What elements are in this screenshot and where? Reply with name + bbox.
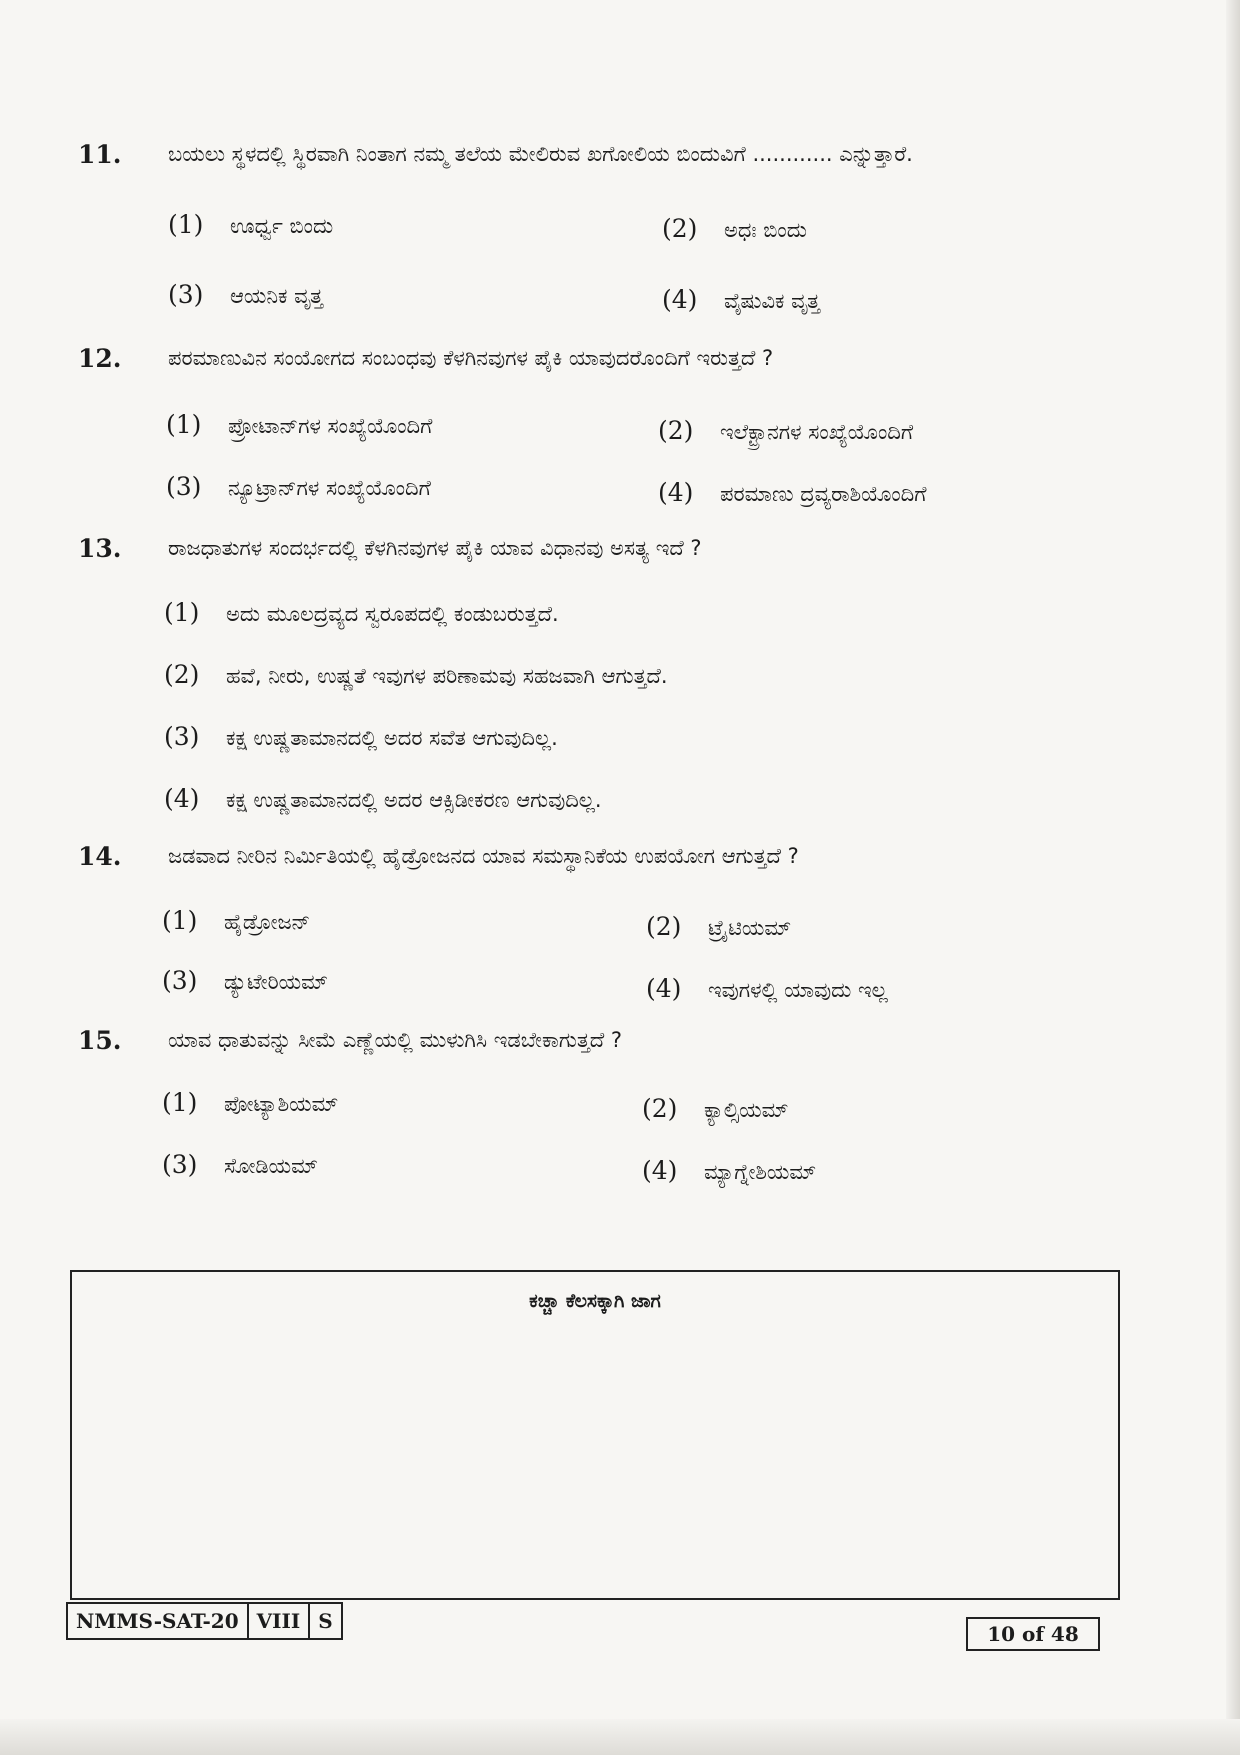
question-number: 11. [78, 140, 122, 169]
option-15-2 [642, 1094, 788, 1123]
question-12 [0, 344, 1240, 404]
option-text: ವೈಷುವಿಕ ವೃತ್ತ [724, 289, 820, 313]
question-text: ರಾಜಧಾತುಗಳ ಸಂದರ್ಭದಲ್ಲಿ ಕೆಳಗಿನವುಗಳ ಪೈಕಿ ಯಾವ ವಿಧಾನವು ಅಸತ್ಯ ಇದೆ ? [168, 536, 702, 560]
option-text: ಹವೆ, ನೀರು, ಉಷ್ಣತೆ ಇವುಗಳ ಪರಿಣಾಮವು ಸಹಜವಾಗಿ ಆಗುತ್ತದೆ. [226, 664, 668, 688]
option-number: (1) [162, 1088, 198, 1117]
option-number: (2) [646, 912, 682, 941]
option-text: ಆಯನಿಕ ವೃತ್ತ [230, 284, 324, 308]
option-13-3 [164, 722, 558, 751]
option-14-1 [162, 906, 310, 935]
question-text: ಪರಮಾಣುವಿನ ಸಂಯೋಗದ ಸಂಬಂಧವು ಕೆಳಗಿನವುಗಳ ಪೈಕಿ ಯಾವುದರೊಂದಿಗೆ ಇರುತ್ತದೆ ? [168, 346, 774, 370]
option-number: (1) [168, 210, 204, 239]
option-text: ಟ್ರೈಟಿಯಮ್ [708, 916, 792, 940]
option-number: (4) [646, 974, 682, 1003]
option-number: (2) [662, 214, 698, 243]
option-13-1 [164, 598, 559, 627]
question-number: 13. [78, 534, 122, 563]
option-number: (1) [164, 598, 200, 627]
question-text: ಯಾವ ಧಾತುವನ್ನು ಸೀಮೆ ಎಣ್ಣೆಯಲ್ಲಿ ಮುಳುಗಿಸಿ ಇಡಬೇಕಾಗುತ್ತದೆ ? [168, 1028, 622, 1052]
option-text: ಇಲೆಕ್ಟ್ರಾನಗಳ ಸಂಖ್ಯೆಯೊಂದಿಗೆ [720, 420, 914, 444]
option-12-1 [166, 410, 432, 439]
question-number: 12. [78, 344, 122, 373]
option-number: (3) [164, 722, 200, 751]
option-15-4 [642, 1156, 816, 1185]
option-number: (3) [162, 966, 198, 995]
option-number: (1) [166, 410, 202, 439]
option-text: ಡ್ಯುಟೇರಿಯಮ್ [224, 970, 328, 994]
class-label: VIII [247, 1604, 309, 1638]
option-14-2 [646, 912, 791, 941]
option-11-2 [662, 214, 807, 243]
option-text: ಅದು ಮೂಲದ್ರವ್ಯದ ಸ್ವರೂಪದಲ್ಲಿ ಕಂಡುಬರುತ್ತದೆ. [226, 602, 559, 626]
page-bottom-shadow [0, 1719, 1240, 1755]
option-12-4 [658, 478, 926, 507]
question-text: ಬಯಲು ಸ್ಥಳದಲ್ಲಿ ಸ್ಥಿರವಾಗಿ ನಿಂತಾಗ ನಮ್ಮ ತಲೆಯ ಮೇಲಿರುವ ಖಗೋಲಿಯ ಬಿಂದುವಿಗೆ ............ ಎನ್ನುತ್ತಾರೆ. [168, 142, 913, 166]
option-number: (3) [166, 472, 202, 501]
option-text: ಪೋಟ್ಯಾಶಿಯಮ್ [224, 1092, 339, 1116]
option-12-2 [658, 416, 913, 445]
option-text: ಇವುಗಳಲ್ಲಿ ಯಾವುದು ಇಲ್ಲ [708, 978, 888, 1002]
option-text: ಪ್ರೋಟಾನ್‌ಗಳ ಸಂಖ್ಯೆಯೊಂದಿಗೆ [228, 414, 433, 438]
option-number: (3) [162, 1150, 198, 1179]
question-14 [0, 842, 1240, 902]
option-number: (4) [658, 478, 694, 507]
option-text: ಮ್ಯಾಗ್ನೇಶಿಯಮ್ [704, 1160, 817, 1184]
option-number: (2) [642, 1094, 678, 1123]
question-13 [0, 534, 1240, 594]
option-11-3 [168, 280, 323, 309]
option-text: ಊರ್ಧ್ವ ಬಿಂದು [230, 214, 334, 238]
option-text: ಕಕ್ಷ ಉಷ್ಣತಾಮಾನದಲ್ಲಿ ಅದರ ಆಕ್ಸಿಡೀಕರಣ ಆಗುವುದಿಲ್ಲ. [226, 788, 602, 812]
option-number: (2) [164, 660, 200, 689]
option-number: (3) [168, 280, 204, 309]
question-15 [0, 1026, 1240, 1086]
option-text: ಹೈಡ್ರೋಜನ್ [224, 910, 311, 934]
option-11-1 [168, 210, 333, 239]
option-text: ಪರಮಾಣು ದ್ರವ್ಯರಾಶಿಯೊಂದಿಗೆ [720, 482, 927, 506]
option-text: ಕಕ್ಷ ಉಷ್ಣತಾಮಾನದಲ್ಲಿ ಅದರ ಸವೆತ ಆಗುವುದಿಲ್ಲ. [226, 726, 558, 750]
question-text: ಜಡವಾದ ನೀರಿನ ನಿರ್ಮಿತಿಯಲ್ಲಿ ಹೈಡ್ರೋಜನದ ಯಾವ ಸಮಸ್ಥಾನಿಕೆಯ ಉಪಯೋಗ ಆಗುತ್ತದೆ ? [168, 844, 799, 868]
series-label: S [308, 1604, 340, 1638]
option-text: ಅಧಃ ಬಿಂದು [724, 218, 807, 242]
option-12-3 [166, 472, 431, 501]
page-number: 10 of 48 [966, 1617, 1100, 1651]
rough-work-box [70, 1270, 1120, 1600]
option-11-4 [662, 285, 820, 314]
option-number: (1) [162, 906, 198, 935]
option-14-4 [646, 974, 888, 1003]
rough-work-title: ಕಚ್ಚಾ ಕೆಲಸಕ್ಕಾಗಿ ಜಾಗ [529, 1290, 661, 1312]
option-number: (2) [658, 416, 694, 445]
option-13-2 [164, 660, 668, 689]
option-text: ನ್ಯೂಟ್ರಾನ್‌ಗಳ ಸಂಖ್ಯೆಯೊಂದಿಗೆ [228, 476, 431, 500]
option-text: ಸೋಡಿಯಮ್ [224, 1154, 318, 1178]
exam-code: NMMS-SAT-20 [76, 1609, 239, 1633]
option-number: (4) [642, 1156, 678, 1185]
option-15-1 [162, 1088, 338, 1117]
option-number: (4) [164, 784, 200, 813]
question-number: 15. [78, 1026, 122, 1055]
option-14-3 [162, 966, 328, 995]
option-text: ಕ್ಯಾಲ್ಸಿಯಮ್ [704, 1098, 789, 1122]
footer-code-box [66, 1602, 343, 1640]
question-number: 14. [78, 842, 122, 871]
option-number: (4) [662, 285, 698, 314]
option-13-4 [164, 784, 602, 813]
option-15-3 [162, 1150, 318, 1179]
question-11 [0, 140, 1240, 200]
